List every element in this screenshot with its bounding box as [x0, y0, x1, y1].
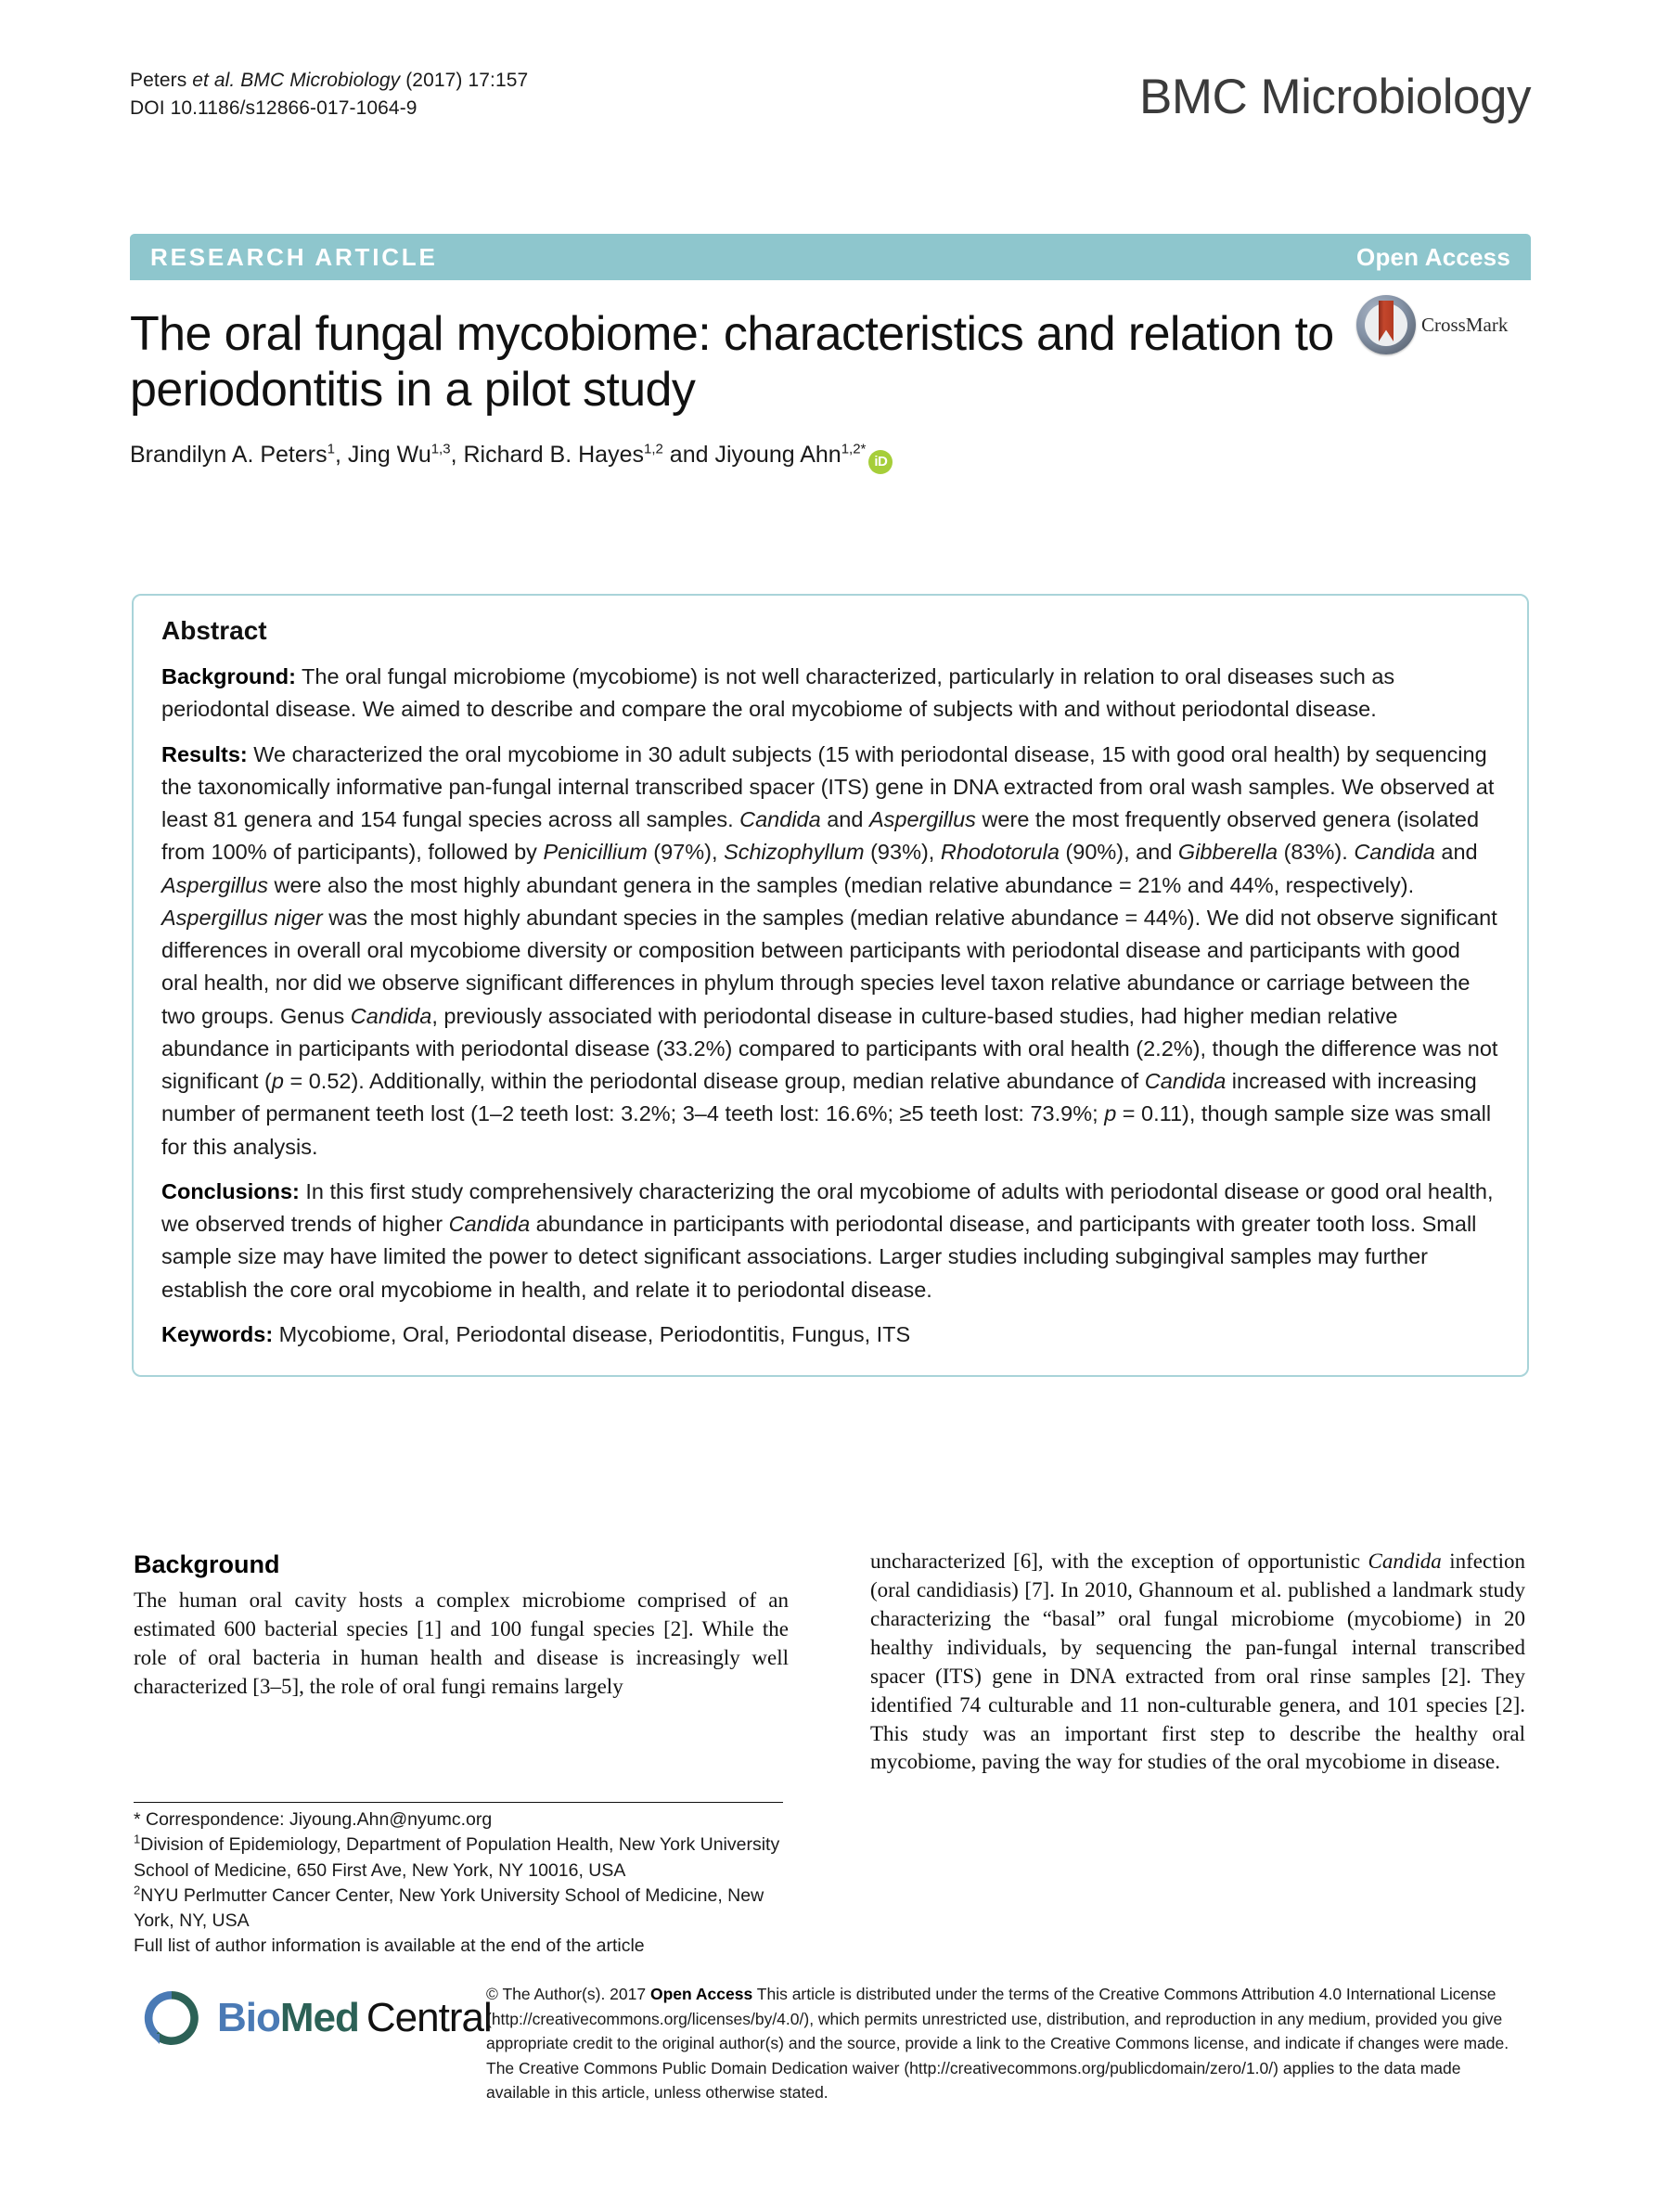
correspondence-email[interactable]: * Correspondence: Jiyoung.Ahn@nyumc.org	[134, 1809, 493, 1830]
footnote-divider	[134, 1802, 783, 1803]
abstract-conclusions-label: Conclusions:	[161, 1178, 300, 1203]
abstract-keywords-label: Keywords:	[161, 1321, 274, 1346]
bmc-bio-text: Bio	[217, 1995, 280, 2040]
body-column-left	[134, 1548, 789, 1702]
crossmark-label: CrossMark	[1421, 313, 1509, 336]
body-column-right	[870, 1548, 1525, 1777]
copyright-text: This article is distributed under the terms of the Creative Commons Attribution 4.0 International License (http://creativecommons.org/licenses/by/4.0/), which permits unrestricted use, distribution, and reproduction in any medium, provided you give appropriate credit to the original author(s) and the source, provide a link to the Creative Commons license, and indicate if changes were made. The Creative Commons Public Domain Dedication waiver (http://creativecommons.org/publicdomain/zero/1.0/) applies to the data made available in this article, unless otherwise stated.	[486, 1985, 1509, 2103]
copyright-notice	[486, 1982, 1529, 2105]
title-block	[130, 306, 1531, 474]
abstract-heading: Abstract	[161, 616, 267, 645]
research-article-banner	[130, 234, 1531, 280]
orcid-icon[interactable]: iD	[868, 450, 893, 474]
citation-doi: DOI 10.1186/s12866-017-1064-9	[130, 97, 417, 120]
affiliation-2: $^2$NYU Perlmutter Cancer Center, New York University School of Medicine, New York, NY, USA	[134, 1883, 764, 1932]
abstract-results	[161, 739, 1499, 1164]
affiliation-2-text: NYU Perlmutter Cancer Center, New York University School of Medicine, New York, NY, USA	[134, 1884, 764, 1932]
open-access-label[interactable]: Open Access	[1356, 242, 1510, 271]
background-paragraph-left: The human oral cavity hosts a complex microbiome comprised of an estimated 600 bacterial species [1] and 100 fungal species [2]. While the role of oral bacteria in human health and disease is increasingly well characterized [3–5], the role of oral fungi remains largely	[134, 1588, 789, 1699]
bmc-med-text: Med	[279, 1995, 359, 2040]
abstract-keywords-text: Mycobiome, Oral, Periodontal disease, Periodontitis, Fungus, ITS	[278, 1321, 911, 1346]
abstract-results-label: Results:	[161, 741, 248, 766]
biomed-central-logo[interactable]	[139, 1986, 492, 2051]
section-heading-background: Background	[134, 1550, 280, 1578]
abstract-box	[132, 594, 1529, 1377]
abstract-conclusions-text: In this first study comprehensively characterizing the oral mycobiome of adults with periodontal disease or good oral health, we observed trends of higher Candida abundance in participants with periodontal disease, and participants with greater tooth loss. Small sample size may have limited the power to detect significant associations. Larger studies including subgingival samples may further establish the core oral mycobiome in health, and relate it to periodontal disease.	[161, 1178, 1494, 1302]
citation-journal-italic: et al. BMC Microbiology	[192, 70, 401, 91]
copyright-lead: © The Author(s). 2017	[486, 1985, 650, 2003]
biomed-central-circle-icon	[139, 1986, 204, 2051]
abstract-background	[161, 661, 1499, 727]
author-info-note: Full list of author information is available at the end of the article	[134, 1936, 645, 1957]
citation-prefix: Peters	[130, 70, 193, 91]
abstract-keywords	[161, 1318, 1499, 1351]
page-title: The oral fungal mycobiome: characteristics and relation to periodontitis in a pilot study	[130, 307, 1334, 418]
biomed-central-wordmark	[217, 1995, 492, 2040]
masthead	[130, 67, 1531, 123]
affiliation-1: $^1$Division of Epidemiology, Department of Population Health, New York University School of Medicine, 650 First Ave, New York, NY 10016, USA	[134, 1832, 780, 1881]
correspondence-block	[134, 1807, 792, 1960]
copyright-open-access: Open Access	[649, 1985, 753, 2003]
article-type-label: RESEARCH ARTICLE	[150, 242, 438, 271]
bmc-central-text: Central	[366, 1995, 492, 2040]
affiliation-1-text: Division of Epidemiology, Department of Population Health, New York University School of Medicine, 650 First Ave, New York, NY 10016, USA	[134, 1834, 780, 1881]
citation-volume: (2017) 17:157	[400, 70, 529, 91]
background-paragraph-right: uncharacterized [6], with the exception of opportunistic Candida infection (oral candidiasis) [7]. In 2010, Ghannoum et al. published a landmark study characterizing the “basal” oral fungal microbiome (mycobiome) in 20 healthy individuals, by sequencing the pan-fungal internal transcribed spacer (ITS) gene in DNA extracted from oral rinse samples [2]. They identified 74 culturable and 11 non-culturable genera, and 101 species [2]. This study was an important first step to describe the healthy oral mycobiome, paving the way for studies of the oral mycobiome in disease.	[870, 1550, 1526, 1774]
abstract-background-text: The oral fungal microbiome (mycobiome) is not well characterized, particularly in relation to oral diseases such as periodontal disease. We aimed to describe and compare the oral mycobiome of subjects with and without periodontal disease.	[161, 664, 1395, 722]
abstract-background-label: Background:	[161, 664, 296, 688]
citation-line-1	[130, 67, 528, 95]
author-list: Brandilyn A. Peters$^1$, Jing Wu$^{1,3}$, Richard B. Hayes$^{1,2}$ and Jiyoung Ahn$^{1,2*}$iD	[130, 439, 1531, 474]
journal-logo: BMC Microbiology	[1138, 70, 1531, 124]
abstract-results-text: We characterized the oral mycobiome in 30 adult subjects (15 with periodontal disease, 15 with good oral health) by sequencing the taxonomically informative pan-fungal internal transcribed spacer (ITS) gene in DNA extracted from oral wash samples. We observed at least 81 genera and 154 fungal species across all samples. Candida and Aspergillus were the most frequently observed genera (isolated from 100% of participants), followed by Penicillium (97%), Schizophyllum (93%), Rhodotorula (90%), and Gibberella (83%). Candida and Aspergillus were also the most highly abundant genera in the samples (median relative abundance = 21% and 44%, respectively). Aspergillus niger was the most highly abundant species in the samples (median relative abundance = 44%). We did not observe significant differences in overall oral mycobiome diversity or composition between participants with periodontal disease and participants with good oral health, nor did we observe significant differences in phylum through species level taxon relative abundance or carriage between the two groups. Genus Candida, previously associated with periodontal disease in culture-based studies, had higher median relative abundance in participants with periodontal disease (33.2%) compared to participants with oral health (2.2%), though the difference was not significant (p = 0.52). Additionally, within the periodontal disease group, median relative abundance of Candida increased with increasing number of permanent teeth lost (1–2 teeth lost: 3.2%; 3–4 teeth lost: 16.6%; ≥5 teeth lost: 73.9%; p = 0.11), though sample size was small for this analysis.	[161, 741, 1498, 1159]
citation-block	[130, 67, 528, 123]
abstract-conclusions	[161, 1176, 1499, 1306]
